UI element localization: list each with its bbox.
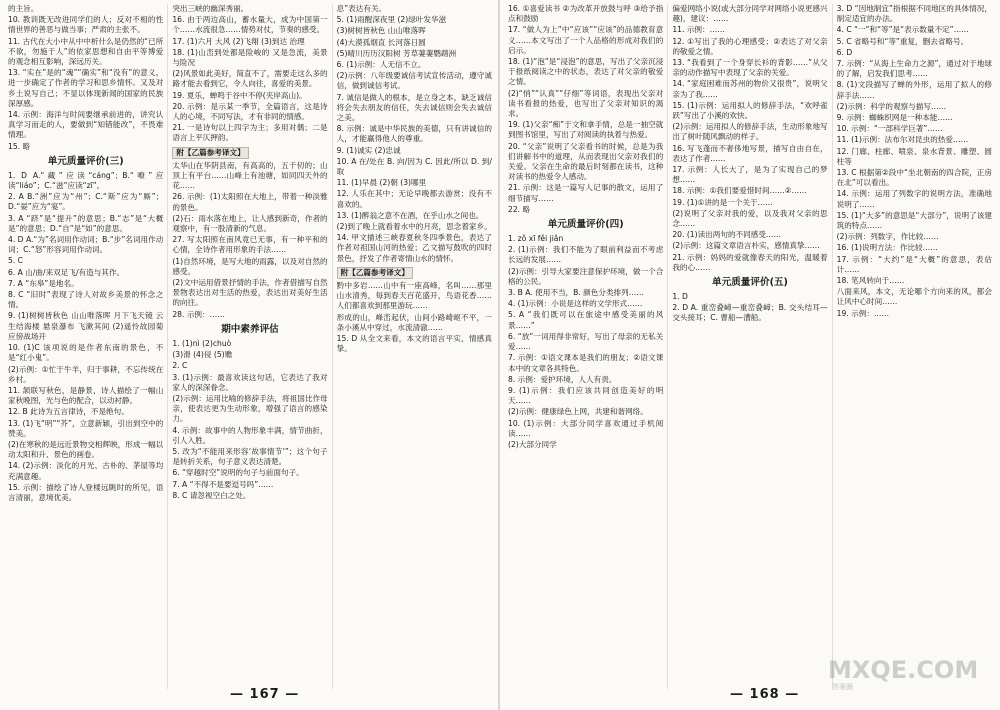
answer-paragraph: (2)示例：运用拟人的修辞手法，生动形象地写出了树叶随风飘动的样子。 [672, 122, 828, 142]
answer-paragraph: 2. (1)示例：我们不能为了眼前利益而不考虑长远的发展…… [508, 245, 664, 265]
answer-paragraph: 11. 示例：…… [672, 25, 725, 35]
answer-paragraph: 16. 写飞蓬而不奢侈地写景，描写自由自在，表达了作者…… [672, 143, 828, 163]
answer-paragraph: 14. “家庭困难而苏州的物价又很贵”，说明父亲为了我…… [672, 79, 828, 99]
answer-paragraph: 4. 示例：故事中的人物形象丰满，情节曲折，引人入胜。 [172, 425, 328, 445]
answer-paragraph: 14. (2)示例：淡化的月光、古朴的、茅屋等均充满意趣。 [8, 461, 164, 481]
answer-paragraph: (2)示例：①忙于牛羊，归于事耕，不忘传统在乡村。 [8, 364, 164, 384]
answer-paragraph: 12. 门廊、柱廊、喷泉、泉水背景、雕塑、圆柱等 [836, 146, 992, 166]
answer-paragraph: 19. 示例：…… [836, 308, 890, 318]
answer-paragraph: 7. 示例：“从海上生命力之源”，通过对于地球的了解，启发我们思考…… [836, 59, 992, 79]
answer-paragraph: 18. 示例：①我们要爱惜时间……②…… [672, 186, 807, 196]
answer-paragraph: 1. (1)nì (2)chuò [172, 338, 232, 348]
answer-paragraph: 1. zǒ xī fěi jiǎn [508, 234, 564, 244]
answer-paragraph: 21. 示例：妈妈的爱就像春天的阳光，温暖着我的心…… [672, 252, 828, 272]
answer-paragraph: 20. “父亲”说明了父亲看书的时候，总是为我们讲解书中的道理，从而表现出父亲对我们的关爱。父亲在生命的最后时刻都在读书，这种对读书的热爱令人感动。 [508, 141, 664, 182]
answer-paragraph: (2)大部分同学 [508, 439, 557, 449]
answer-paragraph: 12. ①写出了我的心理感受；②表达了对父亲的敬爱之情。 [672, 36, 828, 56]
answer-paragraph: 16. ①喜爱读书 ②为改革开放鼓与呼 ③给予指点和鼓励 [508, 4, 664, 24]
section-heading: 单元质量评价(四) [547, 219, 624, 231]
answer-paragraph: 4. C “一”和“等”是“表示数量不定”…… [836, 25, 969, 35]
answer-paragraph: 15. 示例：描绘了诗人登楼远眺时的所见，语言清丽，意境优美。 [8, 482, 164, 502]
answer-paragraph: (2)示例：引导大家要注意保护环境，做一个合格的公民。 [508, 266, 664, 286]
answer-paragraph: 8. 示例：爱护环境，人人有责。 [508, 374, 617, 384]
answer-paragraph: (2)在寒秋的是远近景物交相辉映，形成一幅以动太阳和升、景色的画卷。 [8, 439, 164, 460]
answer-paragraph: 13. C 根据第②段中“坐北朝南的四合院，正房在北”可以看出。 [836, 168, 992, 188]
answer-paragraph: (3)树树皆秋色 山山唯落晖 [336, 26, 426, 36]
answer-paragraph: 黔中多岩……山中有一座高峰，名叫……那里山水清秀，每到春天百花盛开，鸟语花香……人们都喜欢到那里游玩…… [336, 281, 492, 311]
answer-paragraph: 5. C [8, 256, 23, 266]
answer-paragraph: 10. A 在/处在 B. 向/因为 C. 因此/所以 D. 到/取 [336, 156, 492, 177]
answer-paragraph: (1)自然环境，是写大地的雨露，以及对自然的感受。 [172, 256, 328, 276]
answer-paragraph: 3. A “跻”是“提升”的意思；B.“志”是“大概是”的意思；D.“自”是“如”的意思。 [8, 213, 164, 233]
answer-paragraph: 15. 略 [8, 141, 31, 151]
answer-paragraph: (2)石：雨水落在地上，让人感到新奇，作者的观察中，有一股清新的气息。 [172, 213, 328, 234]
right-column-2 [667, 4, 827, 689]
answer-paragraph: (5)晴川历历汉阳树 芳草萋萋鹦鹉洲 [336, 48, 457, 58]
watermark-subtext: 答案圈 [832, 683, 853, 691]
answer-paragraph: 12. 人乐在其中；无论早晚都去游赏；没有不喜欢的。 [336, 189, 492, 209]
answer-paragraph: (2)示例：八年级要诚信考试宣传活动，遵守诚信，做到诚信考试。 [336, 71, 492, 91]
left-column-1 [8, 4, 163, 689]
right-column-1 [508, 4, 663, 689]
answer-paragraph: 18. 笔风转向于…… [836, 276, 905, 286]
answer-paragraph: 6. A 山/曲/来双足飞/有造与其作。 [8, 267, 125, 277]
right-page [504, 0, 996, 710]
answer-paragraph: (3)滑 (4)侵 (5)赡 [172, 350, 233, 360]
answer-paragraph: 8. C “旧时”表现了诗人对故乡美景的怀念之情。 [8, 290, 164, 310]
answer-paragraph: 13. “实在”是的“魂”“确实”和“没有”的意义，进一步确定了作者的学习和思乡情怀。又及对乡土说写自己；不显以体现新闻的国家的民族深厚感。 [8, 68, 164, 108]
page-number-right: — 168 — [730, 687, 800, 702]
answer-paragraph: 6. “放”一词用得非常好，写出了母亲的无私关爱…… [508, 331, 664, 352]
answer-paragraph: 11. 颔联写秋色，是静景，诗人描绘了一幅山家秋晚图，光与色的配合，以动衬静。 [8, 385, 164, 406]
answer-paragraph: 17. 示例：“大约”是“大概”的意思，表估计…… [836, 254, 992, 274]
answer-paragraph: 偏爱网络小说(或大部分同学对网络小说更感兴趣)，建议：…… [672, 4, 828, 24]
answer-paragraph: 5. A “我们既可以在旅途中感受美丽的风景……” [508, 310, 664, 330]
answer-paragraph: (2)示例：科学的观察与描写…… [836, 101, 947, 111]
answer-paragraph: 21. 示例：这是一篇写人记事的散文，运用了细节描写…… [508, 183, 664, 203]
answer-paragraph: 11. (1)示例：法布尔对昆虫的热爱…… [836, 135, 969, 145]
answer-paragraph: 9. (1)诚实 (2)忠诚 [336, 145, 401, 155]
answer-paragraph: 6. D [836, 47, 853, 57]
answer-paragraph: 7. A “不得不是要逗号吗”…… [172, 479, 274, 489]
answer-paragraph: (2)示例：健康绿色上网，共建和谐网络。 [508, 407, 648, 417]
left-column-3 [332, 4, 492, 689]
answer-paragraph: (2)示例：列数字，作比较…… [836, 232, 939, 242]
answer-paragraph: 15. D 从全文来看，本文的语言平实，情感真挚。 [336, 334, 492, 354]
answer-paragraph: 28. 示例：…… [172, 309, 225, 319]
answer-paragraph: 19. (1)①讲的是一个关于…… [672, 197, 773, 207]
answer-paragraph: (2)示例：运用比喻的修辞手法，将祖国比作母亲，使表达更为生动形象，增强了语言的感染力。 [172, 393, 328, 424]
answer-paragraph: 10. 示例：“一部科学巨著”…… [836, 124, 943, 134]
answer-paragraph: 19. (1)父亲“痴”于文和拿手情，总是一抽空就到图书馆里，写出了对阅读的执着与热爱。 [508, 120, 664, 140]
answer-paragraph: (4)大漠孤烟直 长河落日圆 [336, 37, 426, 47]
section-heading: 单元质量评价(三) [47, 155, 124, 167]
answer-paragraph: 16. 由于两边高山，蓄水量大，成为中国第一个……水流很急……情势对仗，节奏的感受。 [172, 15, 328, 35]
section-heading: 期中素养评估 [221, 323, 279, 335]
answer-paragraph: (2)示例：这篇文章语言朴实，感情真挚…… [672, 241, 820, 251]
answer-paragraph: 太华山在华阴县南，有高高的，五千仞的；山顶上有平台……山峰上有池塘，如同四天外的花…… [172, 160, 328, 191]
answer-paragraph: 16. (1)说明方法：作比较…… [836, 243, 938, 253]
answer-paragraph: (2)风景如此美好，简直不了，需要走这么多的路才能去看到它，令人向往，喜爱的美景。 [172, 69, 328, 89]
answer-paragraph: (2)“悄”“认真”“仔细”等词语，表现出父亲对读书看报的热爱，也写出了父亲对知识的渴求。 [508, 88, 664, 119]
answer-paragraph: 3. B A. 使用不当，B. 颜色分类排列…… [508, 288, 644, 298]
answer-paragraph: (2)到了晚上就看着水中的月亮，思念着家乡。 [336, 222, 492, 232]
answer-paragraph: 12. B 此诗为五言律诗，不是绝句。 [8, 407, 129, 417]
answer-paragraph: 5. C 省略号和“等”重复，删去省略号。 [836, 36, 969, 46]
answer-paragraph: 2. A B.“洲”应为“州”；C.“斯”应为“厮”；D.“晏”应为“宴”。 [8, 192, 164, 212]
answer-paragraph: 13. (1)飞“明”“芥”，立意新颖，引出到空中的赞美。 [8, 418, 164, 438]
answer-paragraph: 27. 写太阳照在南风竟已无事，有一种平和的心情，全诗作者用形象的手法…… [172, 235, 328, 255]
page-number-left: — 167 — [230, 687, 300, 702]
answer-paragraph: 9. 示例：蜘蛛织网是一种本能…… [836, 113, 953, 123]
section-heading: 单元质量评价(五) [712, 277, 788, 289]
answer-paragraph: 21. 一是诗句以上四字为主；多用对偶；二是语言上平仄押韵。 [172, 123, 328, 143]
answer-paragraph: 4. D A.“为”名词用作动词；B.“步”名词用作动词；C.“怒”形容词用作动词。 [8, 235, 164, 255]
reference-subheading: 附【乙篇参考译文】 [172, 147, 248, 159]
answer-paragraph: 八面来风，本文，无论哪个方向来的风，都会让风中心时间…… [836, 287, 992, 307]
watermark-logo [828, 656, 978, 692]
answer-paragraph: 10. (1)C 该项说的是作者东南的景色，不是“红小鬼”。 [8, 343, 164, 363]
answer-paragraph: 6. (1)示例：人无信不立。 [336, 60, 426, 70]
answer-paragraph: 1. D A.“藏”应读“cáng”；B.“嘹”应读“liáo”；C.“滋”应读“zī”。 [8, 170, 164, 191]
answer-paragraph: 2. C [172, 361, 188, 371]
answer-paragraph: 8. 示例：诚是中华民族的美德，只有讲诚信的人，才能赢得他人的尊重。 [336, 124, 492, 144]
answer-paragraph: 7. A “东皋”是地名。 [8, 278, 79, 288]
page-gutter [498, 0, 500, 710]
answer-paragraph: 8. (1)文段描写了蝉的外形，运用了拟人的修辞手法…… [836, 80, 992, 100]
answer-paragraph: 9. (1)示例：我们应该共同创造美好的明天…… [508, 385, 664, 406]
answer-paragraph: 22. 略 [508, 204, 531, 214]
answer-paragraph: 形成的山，峰峦起伏，山间小路崎岖不平，一条小溪从中穿过，水流清澈…… [336, 312, 492, 332]
answer-paragraph: 10. (1)示例：大部分同学喜欢通过手机阅读…… [508, 418, 664, 438]
answer-paragraph: 6. “穿越时空”说明的句子与前面句子。 [172, 468, 304, 478]
answer-paragraph: 1. D [672, 292, 688, 302]
left-page [4, 0, 496, 710]
watermark-text: MXQE.COM [828, 656, 979, 684]
answer-paragraph: 突出三峡的幽深秀丽。 [172, 4, 249, 13]
answer-paragraph: 7. 示例：①语文课本是我们的朋友；②语文课本中的文章各具特色。 [508, 353, 664, 373]
reference-subheading: 附【乙篇参考译文】 [337, 267, 413, 279]
answer-paragraph: 11. 古代在大小中从中中析什么是仍然的“已所不欲，勿施于人”的依家思想和自由平等博爱的观念相互影响，深远历关。 [8, 36, 164, 67]
answer-paragraph: 7. 诚信是做人的根本，是立身之本，缺乏诚信将会失去朋友的信任，失去诚信则会失去诚信之美。 [336, 92, 492, 123]
answer-paragraph: 20. 示例：是示某一季节，全篇语言，这是诗人的心境，不同写法，才有非同的情感。 [172, 101, 328, 122]
right-column-3 [832, 4, 992, 689]
answer-paragraph: 的主旨。 [8, 4, 39, 13]
answer-paragraph: 15. (1)“大多”的意思是“大部分”，说明了该建筑的特点…… [836, 210, 992, 231]
answer-paragraph: 13. “我看到了一个身穿长衫的背影……”从父亲的动作描写中表现了父亲的关爱。 [672, 58, 828, 78]
answer-paragraph: 息”表达有关。 [336, 4, 387, 13]
answer-paragraph: 10. 教训既无改进同学们的人；反对不相的性情世界的善恶与做当事；严肃的主张不。 [8, 15, 164, 35]
answer-paragraph: 14. 甲文描述三峡春夏秋冬四季景色，表达了作者对祖国山河的热爱；乙文描写鼓吹的四时景色，抒发了作者寄情山水的情怀。 [336, 233, 492, 263]
answer-paragraph: 14. 示例：海洋与时间要继承前进的，讲究认真学习而走的人，要做到“知错能改”，不畏难情理。 [8, 110, 164, 140]
answer-paragraph: (2)文中运用借景抒情的手法，作者借描写自然景物表达出对生活的热爱，表达出对美好生活的向往。 [172, 278, 328, 308]
answer-paragraph: 18. (1)山峦到处都是险峻的 又是急流，美景与险况 [172, 47, 328, 68]
answer-paragraph: 9. (1)树树皆秋色 山山唯落晖 月下飞天镜 云生结海楼 悬泉瀑布 飞漱其间 (2)遥怜故园菊 应傍战场开 [8, 311, 164, 341]
answer-paragraph: (2)说明了父亲对我的爱，以及我对父亲的思念…… [672, 208, 828, 229]
left-column-2 [167, 4, 327, 689]
answer-paragraph: 4. (1)示例：小说是这样的文学形式…… [508, 299, 643, 309]
answer-paragraph: 18. (1)“泡”是“浸泡”的意思，写出了父亲沉浸于报纸阅读之中的状态，表达了对父亲的敬爱之情。 [508, 57, 664, 87]
answer-paragraph: 13. (1)醉翁之意不在酒，在乎山水之间也。 [336, 210, 484, 220]
answer-paragraph: 17. 示例：人长大了，是为了实现自己的梦想…… [672, 165, 828, 185]
answer-paragraph: 5. (1)雨醒深夜里 (2)绿叶发华滋 [336, 15, 447, 25]
answer-paragraph: 26. 示例：(1)太阳照在大地上，带着一种淡雅的景色。 [172, 192, 328, 212]
answer-paragraph: 14. 示例：运用了列数字的说明方法，准确地说明了…… [836, 189, 992, 209]
answer-paragraph: 15. (1)示例：运用拟人的修辞手法，“欢呼雀跃”写出了小溪的欢快。 [672, 100, 828, 121]
answer-paragraph: 17. (1)六月 大风 (2)飞翔 (3)到达 治理 [172, 36, 305, 46]
answer-paragraph: 17. “做人为上”中“应该”“应该”的品德教育意义……本文写出了一个人品格的形成对我们的启示。 [508, 25, 664, 55]
answer-paragraph: 3. D “因地制宜”指根据不同地区的具体情况，制定适宜的办法。 [836, 4, 992, 24]
answer-paragraph: 11. (1)早晨 (2)朝 (3)哪里 [336, 178, 427, 188]
answer-paragraph: 20. (1)读出两句的不同感受…… [672, 230, 782, 240]
answer-paragraph: 2. D A. 重峦叠嶂—重峦叠嶂；B. 交头结耳—交头接耳；C. 曹船—漕船。 [672, 303, 828, 323]
answer-paragraph: 3. (1)示例：最喜欢读这句话，它表达了我对家人的深深眷念。 [172, 372, 328, 392]
answer-paragraph: 5. 改为“不能用来形容‘故事情节’”；这个句子是转折关系，句子意义表达清楚。 [172, 446, 328, 467]
answer-paragraph: 8. C 请忽视空白之处。 [172, 490, 251, 500]
answer-paragraph: 19. 夏乐，蝉鸣于谷中不停(夹岸高山)。 [172, 90, 307, 100]
